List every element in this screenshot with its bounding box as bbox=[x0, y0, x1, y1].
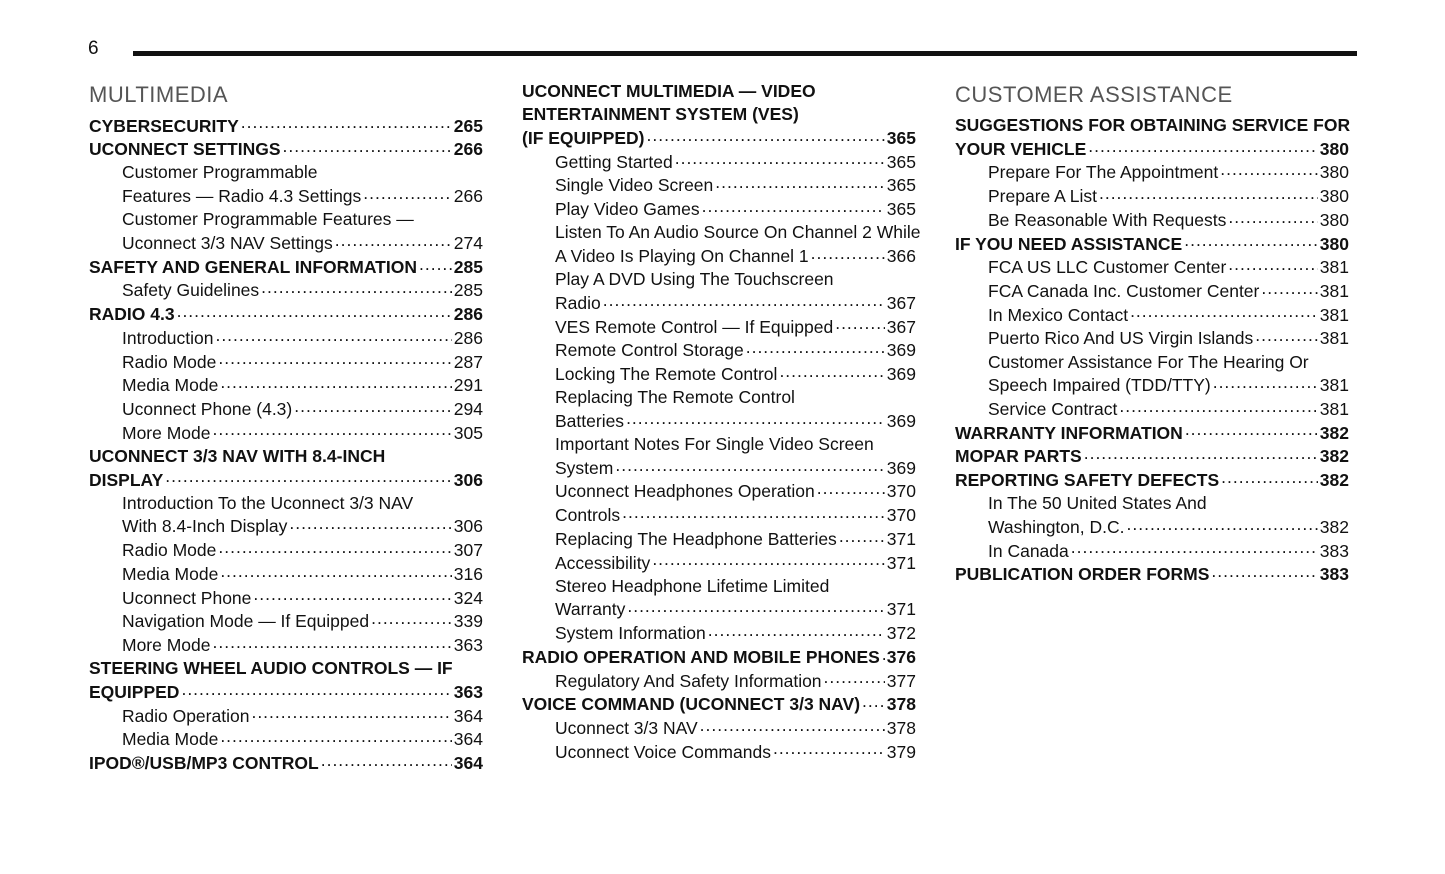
toc-page-number: 369 bbox=[886, 363, 916, 384]
toc-entry-text: VOICE COMMAND (UCONNECT 3/3 NAV) bbox=[522, 694, 861, 715]
toc-entry-text: More Mode bbox=[122, 422, 211, 443]
dot-leader bbox=[1261, 279, 1317, 297]
toc-entry[interactable] bbox=[955, 327, 1349, 351]
toc-entry[interactable] bbox=[89, 421, 483, 445]
dot-leader bbox=[213, 421, 452, 439]
toc-entry[interactable] bbox=[522, 504, 916, 528]
toc-entry-text: STEERING WHEEL AUDIO CONTROLS — IF bbox=[89, 658, 453, 679]
dot-leader bbox=[1211, 563, 1317, 581]
toc-entry-text: Listen To An Audio Source On Channel 2 While bbox=[555, 222, 921, 243]
toc-entry[interactable] bbox=[89, 586, 483, 610]
toc-entry-text: Stereo Headphone Lifetime Limited bbox=[555, 575, 830, 596]
toc-page-number: 265 bbox=[453, 115, 483, 136]
toc-entry-text: YOUR VEHICLE bbox=[955, 138, 1087, 159]
toc-entry[interactable] bbox=[522, 740, 916, 764]
toc-entry[interactable] bbox=[955, 303, 1349, 327]
toc-entry-text: Speech Impaired (TDD/TTY) bbox=[988, 375, 1211, 396]
toc-page-number: 266 bbox=[453, 139, 483, 160]
toc-page-number: 378 bbox=[886, 694, 916, 715]
dot-leader bbox=[261, 279, 452, 297]
toc-page-number: 381 bbox=[1319, 280, 1349, 301]
toc-page-number: 363 bbox=[453, 681, 483, 702]
toc-page-number: 286 bbox=[453, 327, 483, 348]
dot-leader bbox=[220, 728, 451, 746]
dot-leader bbox=[363, 185, 452, 203]
toc-page-number: 367 bbox=[886, 316, 916, 337]
toc-entry-text: Customer Programmable Features — bbox=[122, 209, 414, 230]
toc-entry-text: Getting Started bbox=[555, 151, 673, 172]
toc-page-number: 364 bbox=[453, 729, 483, 750]
toc-entry[interactable] bbox=[89, 751, 483, 775]
dot-leader bbox=[1228, 208, 1317, 226]
toc-entry-text: Puerto Rico And US Virgin Islands bbox=[988, 328, 1254, 349]
toc-page-number: 381 bbox=[1319, 304, 1349, 325]
toc-page-number: 316 bbox=[453, 563, 483, 584]
dot-leader bbox=[824, 669, 885, 687]
toc-entry-text: Safety Guidelines bbox=[122, 280, 260, 301]
dot-leader bbox=[811, 244, 885, 262]
toc-page-number: 376 bbox=[886, 646, 916, 667]
toc-page-number: 307 bbox=[453, 540, 483, 561]
toc-entry-text: Radio Mode bbox=[122, 351, 217, 372]
toc-entry[interactable] bbox=[89, 728, 483, 752]
toc-entry[interactable] bbox=[89, 138, 483, 162]
toc-entry-text: Navigation Mode — If Equipped bbox=[122, 611, 370, 632]
toc-page-number: 366 bbox=[886, 245, 916, 266]
toc-entry-text: Radio Mode bbox=[122, 540, 217, 561]
toc-page-number: 380 bbox=[1319, 209, 1349, 230]
toc-entry-text: REPORTING SAFETY DEFECTS bbox=[955, 470, 1220, 491]
toc-entry[interactable] bbox=[522, 551, 916, 575]
toc-entry-text: WARRANTY INFORMATION bbox=[955, 422, 1183, 443]
toc-entry-text: (IF EQUIPPED) bbox=[522, 127, 645, 148]
dot-leader bbox=[1228, 256, 1318, 274]
toc-entry[interactable] bbox=[522, 386, 916, 433]
dot-leader bbox=[622, 504, 885, 522]
toc-entry[interactable] bbox=[522, 150, 916, 174]
toc-page-number: 286 bbox=[453, 304, 483, 325]
dot-leader bbox=[603, 291, 885, 309]
dot-leader bbox=[253, 586, 451, 604]
toc-entry-text: Radio bbox=[555, 292, 601, 313]
toc-entry-text: Controls bbox=[555, 505, 621, 526]
toc-entry-text: RADIO OPERATION AND MOBILE PHONES bbox=[522, 646, 880, 667]
toc-page-number: 371 bbox=[886, 552, 916, 573]
toc-entry[interactable] bbox=[955, 539, 1349, 563]
toc-page-number: 377 bbox=[886, 670, 916, 691]
toc-entry[interactable] bbox=[89, 704, 483, 728]
toc-entry[interactable] bbox=[89, 279, 483, 303]
toc-page-number: 266 bbox=[453, 186, 483, 207]
dot-leader bbox=[627, 598, 884, 616]
header-rule bbox=[133, 51, 1357, 56]
toc-entry[interactable] bbox=[522, 480, 916, 504]
toc-entry-text: Warranty bbox=[555, 599, 626, 620]
dot-leader bbox=[283, 138, 452, 156]
toc-entry-text: ENTERTAINMENT SYSTEM (VES) bbox=[522, 104, 799, 125]
toc-entry[interactable] bbox=[955, 469, 1349, 493]
dot-leader bbox=[1184, 232, 1318, 250]
toc-entry-text: IPOD®/USB/MP3 CONTROL bbox=[89, 752, 319, 773]
toc-entry-text: UCONNECT MULTIMEDIA — VIDEO bbox=[522, 81, 816, 101]
toc-page-number: 382 bbox=[1319, 446, 1349, 467]
toc-page-number: 383 bbox=[1319, 540, 1349, 561]
toc-entry-text: In Mexico Contact bbox=[988, 304, 1129, 325]
dot-leader bbox=[1221, 469, 1318, 487]
section-title: MULTIMEDIA bbox=[89, 82, 229, 107]
toc-entry-text: Washington, D.C. bbox=[988, 516, 1125, 537]
dot-leader bbox=[882, 645, 885, 663]
toc-page-number: 305 bbox=[453, 422, 483, 443]
dot-leader bbox=[708, 622, 885, 640]
dot-leader bbox=[1220, 161, 1318, 179]
toc-page-number: 287 bbox=[453, 351, 483, 372]
toc-entry-text: Important Notes For Single Video Screen bbox=[555, 434, 874, 455]
toc-entry[interactable] bbox=[955, 351, 1349, 398]
toc-entry[interactable] bbox=[955, 279, 1349, 303]
dot-leader bbox=[715, 174, 885, 192]
toc-entry-text: Be Reasonable With Requests bbox=[988, 209, 1227, 230]
toc-entry-text: IF YOU NEED ASSISTANCE bbox=[955, 233, 1183, 254]
toc-entry-text: Service Contract bbox=[988, 398, 1118, 419]
dot-leader bbox=[652, 551, 884, 569]
toc-page-number: 381 bbox=[1319, 375, 1349, 396]
toc-entry[interactable] bbox=[955, 563, 1349, 587]
toc-page-number: 370 bbox=[886, 505, 916, 526]
toc-entry[interactable] bbox=[955, 232, 1349, 256]
dot-leader bbox=[220, 374, 451, 392]
toc-entry-text: Customer Programmable bbox=[122, 162, 318, 183]
toc-page-number: 306 bbox=[453, 516, 483, 537]
toc-entry-text: Uconnect 3/3 NAV Settings bbox=[122, 233, 333, 254]
toc-entry-text: System bbox=[555, 457, 614, 478]
toc-column-multimedia bbox=[89, 80, 483, 775]
dot-leader bbox=[862, 693, 885, 711]
toc-entry[interactable] bbox=[522, 362, 916, 386]
toc-entry[interactable] bbox=[955, 492, 1349, 539]
dot-leader bbox=[1130, 303, 1318, 321]
toc-entry-text: RADIO 4.3 bbox=[89, 304, 175, 325]
toc-page-number: 380 bbox=[1319, 162, 1349, 183]
toc-page-number: 382 bbox=[1319, 470, 1349, 491]
toc-entry[interactable] bbox=[89, 350, 483, 374]
toc-entry[interactable] bbox=[955, 445, 1349, 469]
toc-entry[interactable] bbox=[89, 445, 483, 492]
dot-leader bbox=[773, 740, 885, 758]
toc-page-number: 365 bbox=[886, 151, 916, 172]
toc-entry[interactable] bbox=[522, 645, 916, 669]
toc-entry[interactable] bbox=[955, 114, 1349, 161]
toc-page-number: 369 bbox=[886, 340, 916, 361]
toc-entry[interactable] bbox=[522, 716, 916, 740]
toc-entry[interactable] bbox=[955, 161, 1349, 185]
toc-page-number: 294 bbox=[453, 398, 483, 419]
dot-leader bbox=[817, 480, 885, 498]
toc-entry-text: More Mode bbox=[122, 634, 211, 655]
dot-leader bbox=[1084, 445, 1318, 463]
toc-entry-text: Regulatory And Safety Information bbox=[555, 670, 822, 691]
toc-entry-text: A Video Is Playing On Channel 1 bbox=[555, 245, 809, 266]
toc-page-number: 372 bbox=[886, 623, 916, 644]
toc-entry[interactable] bbox=[89, 562, 483, 586]
dot-leader bbox=[700, 716, 885, 734]
toc-entry-text: Single Video Screen bbox=[555, 175, 714, 196]
toc-page-number: 365 bbox=[886, 175, 916, 196]
toc-entry[interactable] bbox=[522, 198, 916, 222]
toc-entry[interactable] bbox=[89, 492, 483, 539]
toc-entry-text: Accessibility bbox=[555, 552, 651, 573]
dot-leader bbox=[289, 515, 451, 533]
toc-page-number: 383 bbox=[1319, 564, 1349, 585]
toc-entry[interactable] bbox=[522, 315, 916, 339]
toc-entry[interactable] bbox=[89, 208, 483, 255]
toc-page-number: 381 bbox=[1319, 328, 1349, 349]
dot-leader bbox=[321, 751, 452, 769]
toc-entry-text: Play A DVD Using The Touchscreen bbox=[555, 269, 834, 290]
toc-entry[interactable] bbox=[89, 161, 483, 208]
toc-entry-text: Media Mode bbox=[122, 375, 219, 396]
toc-entry-text: Prepare A List bbox=[988, 186, 1097, 207]
toc-page-number: 371 bbox=[886, 599, 916, 620]
toc-entry[interactable] bbox=[955, 397, 1349, 421]
toc-entry[interactable] bbox=[522, 693, 916, 717]
toc-page-number: 339 bbox=[453, 611, 483, 632]
toc-entry[interactable] bbox=[522, 80, 916, 150]
toc-entry-text: Play Video Games bbox=[555, 199, 700, 220]
dot-leader bbox=[335, 232, 452, 250]
toc-entry[interactable] bbox=[89, 633, 483, 657]
toc-entry[interactable] bbox=[89, 303, 483, 327]
toc-page-number: 306 bbox=[453, 469, 483, 490]
toc-page-number: 382 bbox=[1319, 516, 1349, 537]
dot-leader bbox=[1088, 137, 1318, 155]
toc-page-number: 378 bbox=[886, 717, 916, 738]
toc-page-number: 324 bbox=[453, 587, 483, 608]
dot-leader bbox=[218, 539, 451, 557]
toc-page-number: 379 bbox=[886, 741, 916, 762]
toc-column-video-entertainment bbox=[522, 80, 921, 764]
toc-entry-text: Remote Control Storage bbox=[555, 340, 744, 361]
toc-entry-text: UCONNECT SETTINGS bbox=[89, 139, 281, 160]
toc-entry-text: Prepare For The Appointment bbox=[988, 162, 1219, 183]
toc-entry[interactable] bbox=[955, 421, 1349, 445]
toc-entry[interactable] bbox=[522, 622, 916, 646]
toc-page-number: 371 bbox=[886, 528, 916, 549]
toc-page-number: 274 bbox=[453, 233, 483, 254]
toc-entry-text: Uconnect 3/3 NAV bbox=[555, 717, 698, 738]
dot-leader bbox=[1071, 539, 1318, 557]
toc-entry[interactable] bbox=[522, 268, 916, 315]
toc-entry-text: Batteries bbox=[555, 410, 625, 431]
toc-page-number: 381 bbox=[1319, 398, 1349, 419]
toc-entry[interactable] bbox=[89, 610, 483, 634]
toc-entry-text: Uconnect Phone bbox=[122, 587, 252, 608]
toc-entry[interactable] bbox=[89, 657, 483, 704]
toc-entry-text: VES Remote Control — If Equipped bbox=[555, 316, 834, 337]
toc-page-number: 363 bbox=[453, 634, 483, 655]
dot-leader bbox=[1255, 327, 1318, 345]
toc-entry-text: With 8.4-Inch Display bbox=[122, 516, 288, 537]
toc-page-number: 364 bbox=[453, 752, 483, 773]
toc-entry-text: In Canada bbox=[988, 540, 1069, 561]
toc-entry-text: Customer Assistance For The Hearing Or bbox=[988, 351, 1309, 372]
dot-leader bbox=[839, 527, 885, 545]
toc-entry[interactable] bbox=[522, 575, 916, 622]
dot-leader bbox=[220, 562, 451, 580]
toc-entry[interactable] bbox=[522, 527, 916, 551]
toc-entry-text: System Information bbox=[555, 623, 706, 644]
toc-page-number: 365 bbox=[886, 127, 916, 148]
toc-page-number: 365 bbox=[886, 199, 916, 220]
toc-page-number: 364 bbox=[453, 705, 483, 726]
toc-entry[interactable] bbox=[89, 397, 483, 421]
toc-entry-text: FCA US LLC Customer Center bbox=[988, 257, 1227, 278]
toc-entry-text: EQUIPPED bbox=[89, 681, 180, 702]
toc-entry[interactable] bbox=[89, 114, 483, 138]
toc-entry-text: PUBLICATION ORDER FORMS bbox=[955, 564, 1210, 585]
dot-leader bbox=[675, 150, 885, 168]
toc-page-number: 370 bbox=[886, 481, 916, 502]
toc-entry-text: UCONNECT 3/3 NAV WITH 8.4-INCH bbox=[89, 445, 386, 466]
dot-leader bbox=[1099, 185, 1318, 203]
toc-entry-text: Replacing The Remote Control bbox=[555, 387, 795, 408]
toc-page-number: 380 bbox=[1319, 138, 1349, 159]
toc-entry-text: Introduction bbox=[122, 327, 214, 348]
dot-leader bbox=[165, 468, 452, 486]
toc-entry-text: In The 50 United States And bbox=[988, 493, 1207, 514]
dot-leader bbox=[218, 350, 451, 368]
toc-entry[interactable] bbox=[955, 185, 1349, 209]
toc-entry-text: SAFETY AND GENERAL INFORMATION bbox=[89, 256, 417, 277]
toc-entry-text: Media Mode bbox=[122, 563, 219, 584]
dot-leader bbox=[779, 362, 884, 380]
dot-leader bbox=[647, 126, 885, 144]
toc-page-number: 285 bbox=[453, 280, 483, 301]
toc-entry-text: Uconnect Voice Commands bbox=[555, 741, 771, 762]
dot-leader bbox=[626, 409, 885, 427]
toc-entry-text: Uconnect Phone (4.3) bbox=[122, 398, 293, 419]
toc-entry-text: DISPLAY bbox=[89, 469, 164, 490]
toc-entry[interactable] bbox=[89, 326, 483, 350]
toc-entry-text: Radio Operation bbox=[122, 705, 250, 726]
toc-entry[interactable] bbox=[522, 339, 916, 363]
toc-page-number: 380 bbox=[1319, 233, 1349, 254]
toc-entry[interactable] bbox=[522, 433, 916, 480]
dot-leader bbox=[746, 339, 885, 357]
toc-page-number: 380 bbox=[1319, 186, 1349, 207]
toc-entry-text: Media Mode bbox=[122, 729, 219, 750]
dot-leader bbox=[1119, 397, 1317, 415]
dot-leader bbox=[1127, 515, 1318, 533]
page-number: 6 bbox=[88, 38, 99, 59]
toc-entry-text: Replacing The Headphone Batteries bbox=[555, 528, 837, 549]
dot-leader bbox=[251, 704, 451, 722]
toc-page-number: 369 bbox=[886, 410, 916, 431]
toc-page-number: 367 bbox=[886, 292, 916, 313]
section-title: CUSTOMER ASSISTANCE bbox=[955, 82, 1233, 107]
toc-page-number: 381 bbox=[1319, 257, 1349, 278]
toc-entry[interactable] bbox=[89, 374, 483, 398]
dot-leader bbox=[294, 397, 452, 415]
dot-leader bbox=[215, 326, 451, 344]
dot-leader bbox=[1185, 421, 1318, 439]
toc-entry-text: Introduction To the Uconnect 3/3 NAV bbox=[122, 492, 414, 513]
dot-leader bbox=[419, 255, 452, 273]
dot-leader bbox=[615, 456, 884, 474]
toc-entry[interactable] bbox=[522, 221, 921, 268]
toc-entry[interactable] bbox=[89, 255, 483, 279]
toc-page-number: 285 bbox=[453, 256, 483, 277]
toc-entry-text: CYBERSECURITY bbox=[89, 115, 239, 136]
dot-leader bbox=[371, 610, 452, 628]
dot-leader bbox=[181, 680, 451, 698]
toc-entry[interactable] bbox=[89, 539, 483, 563]
dot-leader bbox=[835, 315, 885, 333]
toc-entry[interactable] bbox=[955, 256, 1349, 280]
toc-page-number: 291 bbox=[453, 375, 483, 396]
toc-entry-text: FCA Canada Inc. Customer Center bbox=[988, 280, 1260, 301]
dot-leader bbox=[177, 303, 452, 321]
toc-page-number: 382 bbox=[1319, 422, 1349, 443]
toc-entry-text: MOPAR PARTS bbox=[955, 446, 1082, 467]
toc-entry[interactable] bbox=[955, 208, 1349, 232]
toc-entry-text: Locking The Remote Control bbox=[555, 363, 778, 384]
toc-entry[interactable] bbox=[522, 669, 916, 693]
dot-leader bbox=[1213, 374, 1318, 392]
toc-entry-text: SUGGESTIONS FOR OBTAINING SERVICE FOR bbox=[955, 115, 1351, 135]
toc-column-customer-assistance bbox=[955, 80, 1349, 587]
dot-leader bbox=[241, 114, 452, 132]
toc-entry[interactable] bbox=[522, 174, 916, 198]
dot-leader bbox=[213, 633, 452, 651]
toc-entry-text: Uconnect Headphones Operation bbox=[555, 481, 815, 502]
dot-leader bbox=[702, 198, 885, 216]
toc-entry-text: Features — Radio 4.3 Settings bbox=[122, 186, 362, 207]
toc-page-number: 369 bbox=[886, 457, 916, 478]
